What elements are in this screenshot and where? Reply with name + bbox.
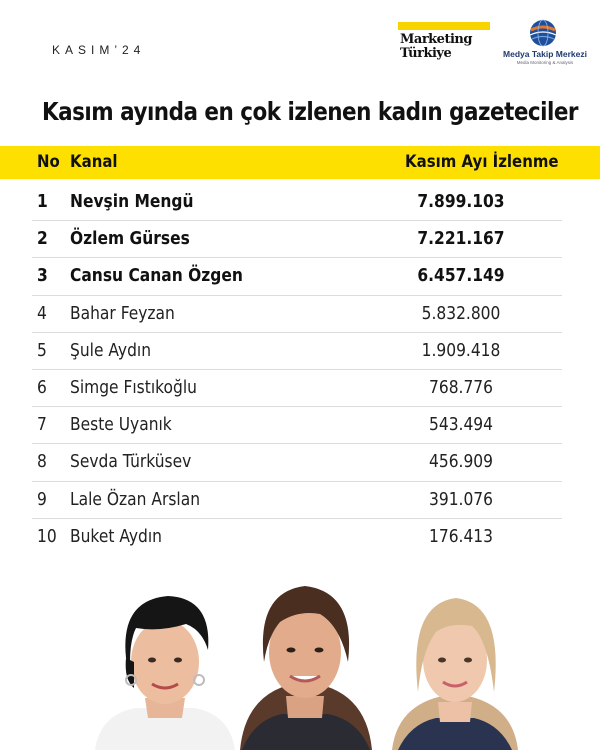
person-portrait-3	[380, 580, 530, 750]
table-row	[0, 221, 600, 258]
table-row	[0, 296, 600, 333]
name-cell: Şule Aydın	[70, 339, 152, 361]
table-row	[0, 482, 600, 519]
table-row	[0, 184, 600, 221]
logo-left-line1: Marketing	[400, 32, 472, 47]
rank-cell: 2	[37, 228, 48, 250]
views-cell: 5.832.800	[421, 302, 501, 324]
issue-label: KASIM’24	[52, 43, 146, 57]
rank-cell: 6	[37, 376, 47, 398]
rank-cell: 1	[37, 191, 48, 212]
views-cell: 543.494	[428, 414, 494, 436]
views-cell: 1.909.418	[421, 339, 501, 361]
views-cell: 6.457.149	[417, 265, 505, 287]
name-cell: Beste Uyanık	[70, 414, 172, 436]
logo-right-sub: Media Monitoring & Analysis	[516, 60, 574, 65]
medya-takip-merkezi-logo	[500, 18, 590, 68]
name-cell: Cansu Canan Özgen	[70, 265, 243, 287]
rank-cell: 4	[37, 302, 47, 324]
name-cell: Nevşin Mengü	[70, 191, 194, 212]
column-header-kanal: Kanal	[70, 152, 118, 172]
rank-cell: 7	[37, 414, 47, 436]
logo-right-name: Medya Takip Merkezi	[503, 49, 587, 59]
table-row	[0, 519, 600, 556]
rank-cell: 5	[37, 339, 47, 361]
name-cell: Lale Özan Arslan	[70, 488, 201, 510]
views-cell: 7.221.167	[417, 228, 505, 250]
page-title: Kasım ayında en çok izlenen kadın gazeteciler	[42, 97, 578, 126]
rank-cell: 10	[37, 525, 57, 547]
rank-cell: 9	[37, 488, 47, 510]
name-cell: Bahar Feyzan	[70, 302, 175, 324]
column-header-no: No	[37, 152, 60, 172]
views-cell: 768.776	[428, 376, 494, 398]
views-cell: 391.076	[428, 488, 494, 510]
table-row	[0, 258, 600, 295]
marketing-turkiye-logo	[398, 22, 490, 62]
views-cell: 176.413	[428, 525, 494, 547]
globe-icon	[528, 18, 558, 48]
table-row	[0, 333, 600, 370]
portrait-photos	[70, 570, 540, 750]
rank-cell: 3	[37, 265, 48, 287]
name-cell: Simge Fıstıkoğlu	[70, 376, 197, 398]
table-row	[0, 370, 600, 407]
logo-yellow-bar	[398, 22, 490, 30]
table-row	[0, 444, 600, 481]
header	[0, 0, 600, 90]
name-cell: Buket Aydın	[70, 525, 163, 547]
table-row	[0, 407, 600, 444]
views-cell: 456.909	[428, 451, 494, 473]
column-header-views: Kasım Ayı İzlenme	[405, 152, 559, 172]
table-body	[0, 184, 600, 556]
person-portrait-1	[90, 580, 240, 750]
table-header	[0, 146, 600, 179]
logo-left-line2: Türkiye	[400, 46, 452, 61]
views-cell: 7.899.103	[417, 191, 505, 212]
name-cell: Özlem Gürses	[70, 228, 190, 250]
person-portrait-2	[220, 570, 390, 750]
rank-cell: 8	[37, 451, 47, 473]
name-cell: Sevda Türküsev	[70, 451, 192, 473]
